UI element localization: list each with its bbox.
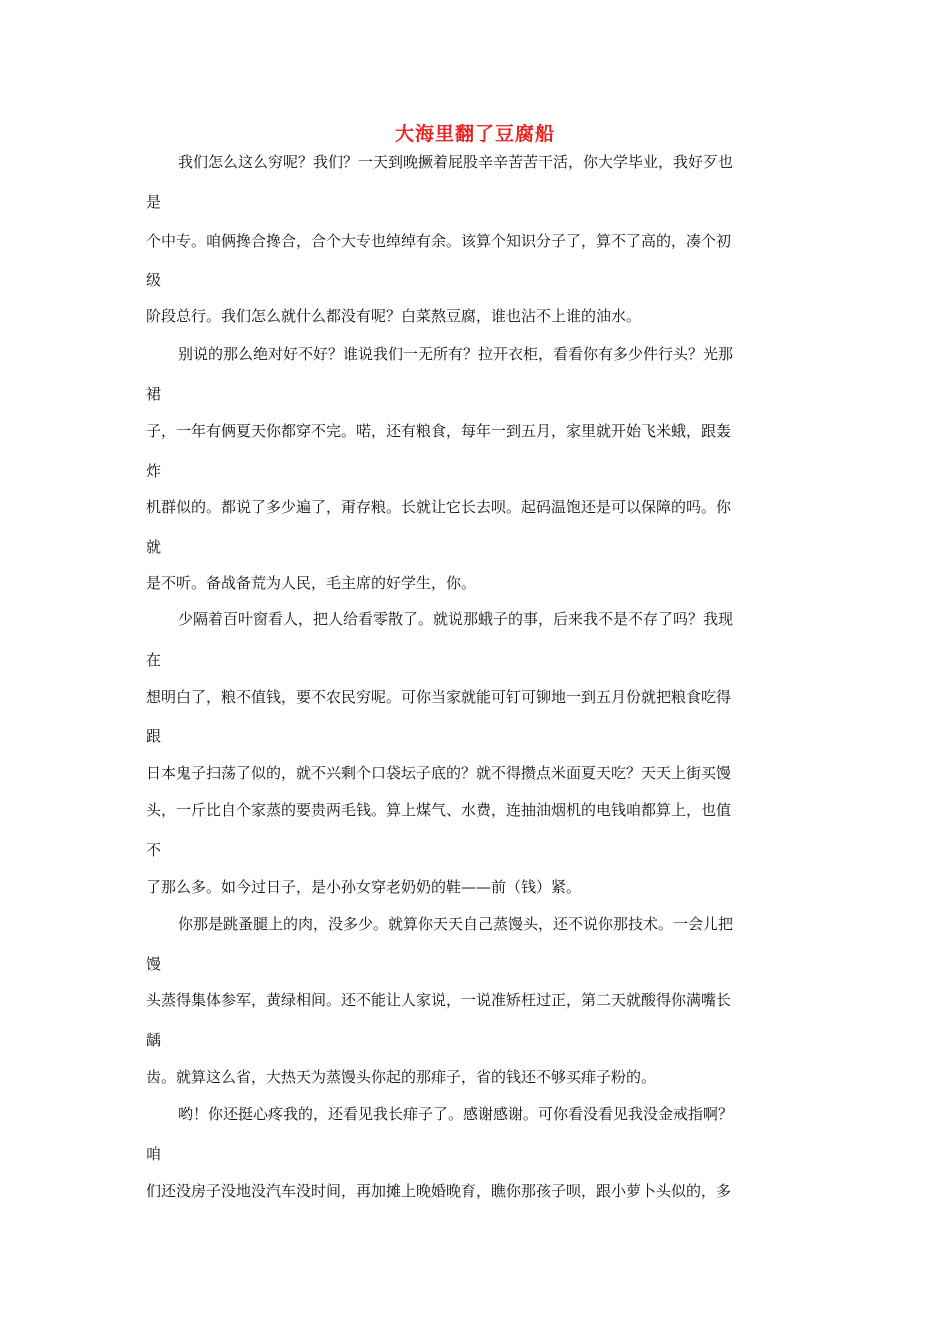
paragraph-line: 裙 bbox=[146, 385, 162, 403]
paragraph-line: 阶段总行。我们怎么就什么都没有呢？白菜熬豆腐，谁也沾不上谁的油水。 bbox=[146, 307, 642, 325]
paragraph-line: 咱 bbox=[146, 1145, 162, 1163]
paragraph-line: 个中专。咱俩搀合搀合，合个大专也绰绰有余。该算个知识分子了，算不了高的，凑个初 bbox=[146, 232, 732, 250]
paragraph-line: 级 bbox=[146, 271, 162, 289]
paragraph-line: 想明白了，粮不值钱，要不农民穷呢。可你当家就能可钉可铆地一到五月份就把粮食吃得 bbox=[146, 688, 732, 706]
paragraph-line: 机群似的。都说了多少遍了，甭存粮。长就让它长去呗。起码温饱还是可以保障的吗。你 bbox=[146, 498, 732, 516]
paragraph-line: 日本鬼子扫荡了似的，就不兴剩个口袋坛子底的？就不得攒点米面夏天吃？天天上街买馒 bbox=[146, 764, 732, 782]
paragraph-line: 你那是跳蚤腿上的肉，没多少。就算你天天自己蒸馒头，还不说你那技术。一会儿把 bbox=[178, 915, 734, 933]
paragraph-line: 少隔着百叶窗看人，把人给看零散了。就说那蛾子的事，后来我不是不存了吗？我现 bbox=[178, 610, 734, 628]
paragraph-line: 哟！你还挺心疼我的，还看见我长痱子了。感谢感谢。可你看没看见我没金戒指啊？ bbox=[178, 1105, 734, 1123]
paragraph-line: 馒 bbox=[146, 955, 162, 973]
paragraph-line: 了那么多。如今过日子，是小孙女穿老奶奶的鞋——前（钱）紧。 bbox=[146, 878, 582, 896]
paragraph-line: 们还没房子没地没汽车没时间，再加摊上晚婚晚育，瞧你那孩子呗，跟小萝卜头似的，多 bbox=[146, 1182, 732, 1200]
paragraph-line: 不 bbox=[146, 841, 162, 859]
paragraph-line: 是不听。备战备荒为人民，毛主席的好学生，你。 bbox=[146, 574, 477, 592]
paragraph-line: 龋 bbox=[146, 1031, 162, 1049]
paragraph-line: 在 bbox=[146, 651, 162, 669]
paragraph-line: 我们怎么这么穷呢？我们？一天到晚撅着屁股辛辛苦苦干活，你大学毕业，我好歹也 bbox=[178, 153, 734, 171]
paragraph-line: 炸 bbox=[146, 462, 162, 480]
paragraph-line: 别说的那么绝对好不好？谁说我们一无所有？拉开衣柜，看看你有多少件行头？光那 bbox=[178, 345, 734, 363]
paragraph-line: 子，一年有俩夏天你都穿不完。喏，还有粮食，每年一到五月，家里就开始飞米蛾，跟轰 bbox=[146, 422, 732, 440]
document-title: 大海里翻了豆腐船 bbox=[394, 123, 555, 145]
paragraph-line: 齿。就算这么省，大热天为蒸馒头你起的那痱子，省的钱还不够买痱子粉的。 bbox=[146, 1068, 657, 1086]
paragraph-line: 跟 bbox=[146, 727, 162, 745]
paragraph-line: 头，一斤比自个家蒸的要贵两毛钱。算上煤气、水费，连抽油烟机的电钱咱都算上，也值 bbox=[146, 801, 732, 819]
paragraph-line: 是 bbox=[146, 193, 162, 211]
paragraph-line: 头蒸得集体参军，黄绿相间。还不能让人家说，一说准矫枉过正，第二天就酸得你满嘴长 bbox=[146, 991, 732, 1009]
paragraph-line: 就 bbox=[146, 538, 162, 556]
